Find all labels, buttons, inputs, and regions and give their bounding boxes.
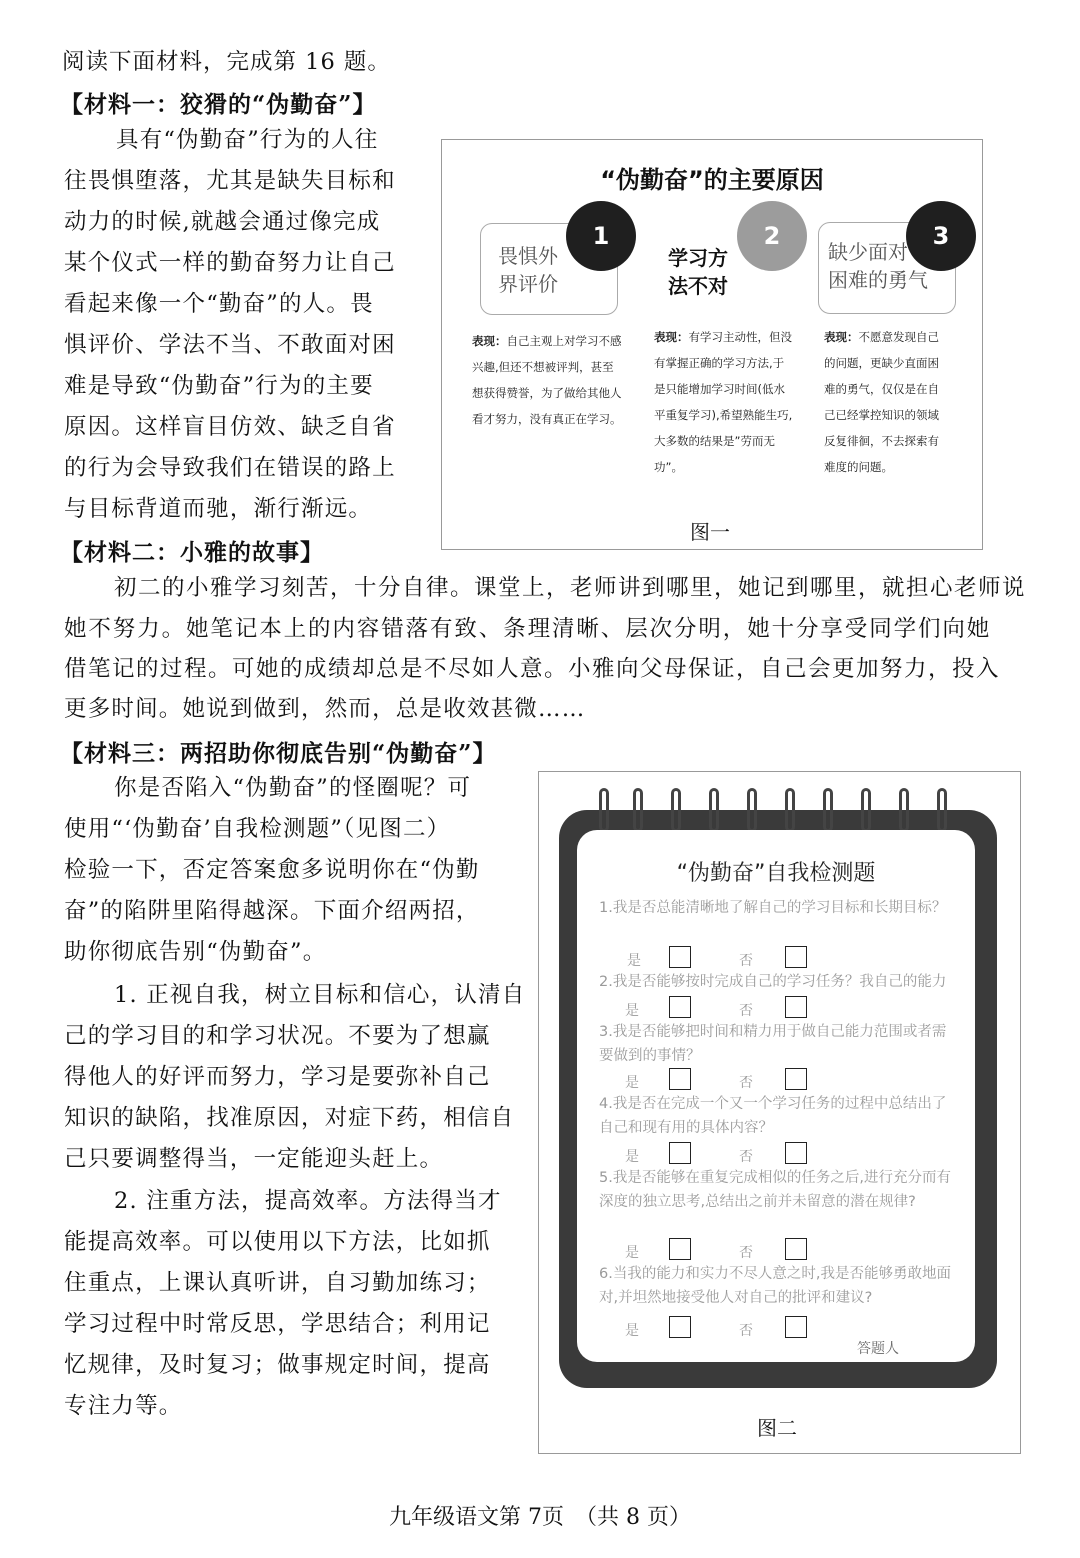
cause-1-desc-label: 表现： bbox=[472, 334, 507, 348]
checkbox-q1-yes[interactable] bbox=[669, 946, 691, 968]
m2-line: 借笔记的过程。可她的成绩却总是不尽如人意。小雅向父母保证，自己会更加努力，投入 bbox=[64, 656, 1001, 682]
figure-1 bbox=[441, 139, 983, 550]
spiral-ring bbox=[599, 788, 609, 832]
m3-line: 助你彻底告别“伪勤奋”。 bbox=[64, 939, 327, 965]
answer-no-label: 否 bbox=[739, 1075, 753, 1091]
cause-3-desc-label: 表现： bbox=[824, 330, 859, 344]
material-2-heading: 【材料二：小雅的故事】 bbox=[60, 539, 324, 566]
material-3-body bbox=[64, 768, 526, 1448]
spiral-ring bbox=[861, 788, 871, 832]
cause-2-number-badge: 2 bbox=[737, 201, 807, 271]
spiral-ring bbox=[633, 788, 643, 832]
material-1-heading: 【材料一：狡猾的“伪勤奋”】 bbox=[60, 91, 377, 118]
material-3-heading: 【材料三：两招助你彻底告别“伪勤奋”】 bbox=[60, 740, 497, 767]
m2-line: 她不努力。她笔记本上的内容错落有致、条理清晰、层次分明，她十分享受同学们向她 bbox=[64, 616, 992, 642]
answer-yes-label: 是 bbox=[627, 953, 641, 969]
spiral-ring bbox=[899, 788, 909, 832]
m3-line: 2. 注重方法，提高效率。方法得当才 bbox=[114, 1188, 502, 1214]
cause-1-label-line-1: 畏惧外 bbox=[498, 244, 558, 268]
m1-line: 的行为会导致我们在错误的路上 bbox=[64, 455, 396, 481]
figure-1-title: “伪勤奋”的主要原因 bbox=[600, 166, 824, 194]
m1-line: 难是导致“伪勤奋”行为的主要 bbox=[64, 373, 374, 399]
material-2-body bbox=[64, 568, 1044, 738]
m2-line: 更多时间。她说到做到，然而，总是收效甚微…… bbox=[64, 696, 586, 722]
checkbox-q6-yes[interactable] bbox=[669, 1316, 691, 1338]
figure-2-title: “伪勤奋”自我检测题 bbox=[676, 861, 876, 886]
page-footer: 九年级语文第 7页 （共 8 页） bbox=[389, 1505, 691, 1530]
cause-2-label-line-1: 学习方 bbox=[668, 246, 728, 270]
cause-3-number-badge: 3 bbox=[906, 201, 976, 271]
m3-line: 学习过程中时常反思，学思结合；利用记 bbox=[64, 1311, 491, 1337]
figure-2 bbox=[538, 771, 1021, 1454]
m3-line: 己只要调整得当，一定能迎头赶上。 bbox=[64, 1146, 444, 1172]
cause-1-number-badge: 1 bbox=[566, 201, 636, 271]
cause-3-label-line-1: 缺少面对 bbox=[828, 240, 908, 264]
checkbox-q2-yes[interactable] bbox=[669, 996, 691, 1018]
cause-3-description bbox=[824, 324, 948, 480]
cause-2-description bbox=[654, 324, 794, 480]
question-1: 1.我是否总能清晰地了解自己的学习目标和长期目标？ bbox=[599, 900, 947, 916]
spiral-ring bbox=[937, 788, 947, 832]
m1-line: 与目标背道而驰，渐行渐远。 bbox=[64, 496, 373, 522]
figure-1-caption: 图一 bbox=[690, 520, 730, 544]
m1-line: 具有“伪勤奋”行为的人往 bbox=[116, 127, 379, 153]
question-2: 2.我是否能够按时完成自己的学习任务？我自己的能力 bbox=[599, 974, 947, 990]
question-4: 4.我是否在完成一个又一个学习任务的过程中总结出了自己和现有用的具体内容？ bbox=[599, 1096, 947, 1136]
checkbox-q1-no[interactable] bbox=[785, 946, 807, 968]
answerer-label: 答题人 bbox=[857, 1341, 899, 1357]
answer-yes-label: 是 bbox=[625, 1149, 639, 1165]
figure-2-caption: 图二 bbox=[757, 1416, 797, 1440]
m1-line: 看起来像一个“勤奋”的人。畏 bbox=[64, 291, 374, 317]
cause-1-description bbox=[472, 328, 624, 432]
m3-line: 住重点，上课认真听讲，自习勤加练习； bbox=[64, 1270, 491, 1296]
m3-line: 检验一下，否定答案愈多说明你在“伪勤 bbox=[64, 857, 480, 883]
notebook-frame bbox=[559, 810, 997, 1388]
m3-line: 能提高效率。可以使用以下方法，比如抓 bbox=[64, 1229, 491, 1255]
spiral-ring bbox=[785, 788, 795, 832]
m3-line: 使用“‘伪勤奋’自我检测题”（见图二） bbox=[64, 816, 451, 842]
cause-2-label-line-2: 法不对 bbox=[668, 274, 728, 298]
checkbox-q4-yes[interactable] bbox=[669, 1142, 691, 1164]
m2-line: 初二的小雅学习刻苦，十分自律。课堂上，老师讲到哪里，她记到哪里，就担心老师说 bbox=[114, 575, 1027, 601]
question-5: 5.我是否能够在重复完成相似的任务之后,进行充分而有深度的独立思考,总结出之前并未留意的潜在规律? bbox=[599, 1170, 951, 1210]
m3-line: 得他人的好评而努力，学习是要弥补自己 bbox=[64, 1064, 491, 1090]
m3-line: 知识的缺陷，找准原因，对症下药，相信自 bbox=[64, 1105, 515, 1131]
checkbox-q5-yes[interactable] bbox=[669, 1238, 691, 1260]
checkbox-q5-no[interactable] bbox=[785, 1238, 807, 1260]
checkbox-q4-no[interactable] bbox=[785, 1142, 807, 1164]
spiral-ring bbox=[709, 788, 719, 832]
m3-line: 你是否陷入“伪勤奋”的怪圈呢？可 bbox=[114, 775, 472, 801]
spiral-ring bbox=[671, 788, 681, 832]
spiral-ring bbox=[747, 788, 757, 832]
m3-line: 己的学习目的和学习状况。不要为了想赢 bbox=[64, 1023, 491, 1049]
question-6: 6.当我的能力和实力不尽人意之时,我是否能够勇敢地面对,并坦然地接受他人对自己的批评和建议? bbox=[599, 1266, 951, 1306]
m3-line: 忆规律，及时复习；做事规定时间，提高 bbox=[64, 1352, 491, 1378]
cause-1-label-line-2: 界评价 bbox=[498, 272, 558, 296]
checkbox-q6-no[interactable] bbox=[785, 1316, 807, 1338]
answer-yes-label: 是 bbox=[625, 1245, 639, 1261]
m1-line: 原因。这样盲目仿效、缺乏自省 bbox=[64, 414, 396, 440]
cause-1-desc-text: 自己主观上对学习不感兴趣,但还不想被评判，甚至想获得赞誉，为了做给其他人看才努力，没有真正在学习。 bbox=[472, 334, 622, 426]
answer-yes-label: 是 bbox=[625, 1003, 639, 1019]
spiral-ring bbox=[823, 788, 833, 832]
answer-no-label: 否 bbox=[739, 1323, 753, 1339]
checkbox-q2-no[interactable] bbox=[785, 996, 807, 1018]
answer-no-label: 否 bbox=[739, 1245, 753, 1261]
m3-line: 专注力等。 bbox=[64, 1393, 183, 1419]
m1-line: 往畏惧堕落，尤其是缺失目标和 bbox=[64, 168, 396, 194]
cause-2-desc-text: 有学习主动性，但没有掌握正确的学习方法,于是只能增加学习时间(低水平重复学习),希望熟能生巧,大多数的结果是”劳而无功”。 bbox=[654, 330, 793, 474]
answer-yes-label: 是 bbox=[625, 1323, 639, 1339]
m1-line: 动力的时候,就越会通过像完成 bbox=[64, 209, 381, 235]
checkbox-q3-yes[interactable] bbox=[669, 1068, 691, 1090]
answer-yes-label: 是 bbox=[625, 1075, 639, 1091]
m1-line: 惧评价、学法不当、不敢面对困 bbox=[64, 332, 396, 358]
answer-no-label: 否 bbox=[739, 953, 753, 969]
m1-line: 某个仪式一样的勤奋努力让自己 bbox=[64, 250, 396, 276]
m3-line: 1. 正视自我，树立目标和信心，认清自 bbox=[114, 982, 526, 1008]
question-3: 3.我是否能够把时间和精力用于做自己能力范围或者需要做到的事情？ bbox=[599, 1024, 947, 1064]
notebook-page bbox=[577, 830, 975, 1362]
cause-3-desc-text: 不愿意发现自己的问题，更缺少直面困难的勇气，仅仅是在自己已经掌控知识的领域反复徘徊，不去探索有难度的问题。 bbox=[824, 330, 939, 474]
intro-text: 阅读下面材料，完成第 16 题。 bbox=[62, 49, 391, 75]
answer-no-label: 否 bbox=[739, 1003, 753, 1019]
cause-3-label-line-2: 困难的勇气 bbox=[828, 268, 928, 292]
answer-no-label: 否 bbox=[739, 1149, 753, 1165]
m3-line: 奋”的陷阱里陷得越深。下面介绍两招， bbox=[64, 898, 480, 924]
material-1-body bbox=[64, 120, 424, 540]
cause-2-desc-label: 表现： bbox=[654, 330, 689, 344]
checkbox-q3-no[interactable] bbox=[785, 1068, 807, 1090]
